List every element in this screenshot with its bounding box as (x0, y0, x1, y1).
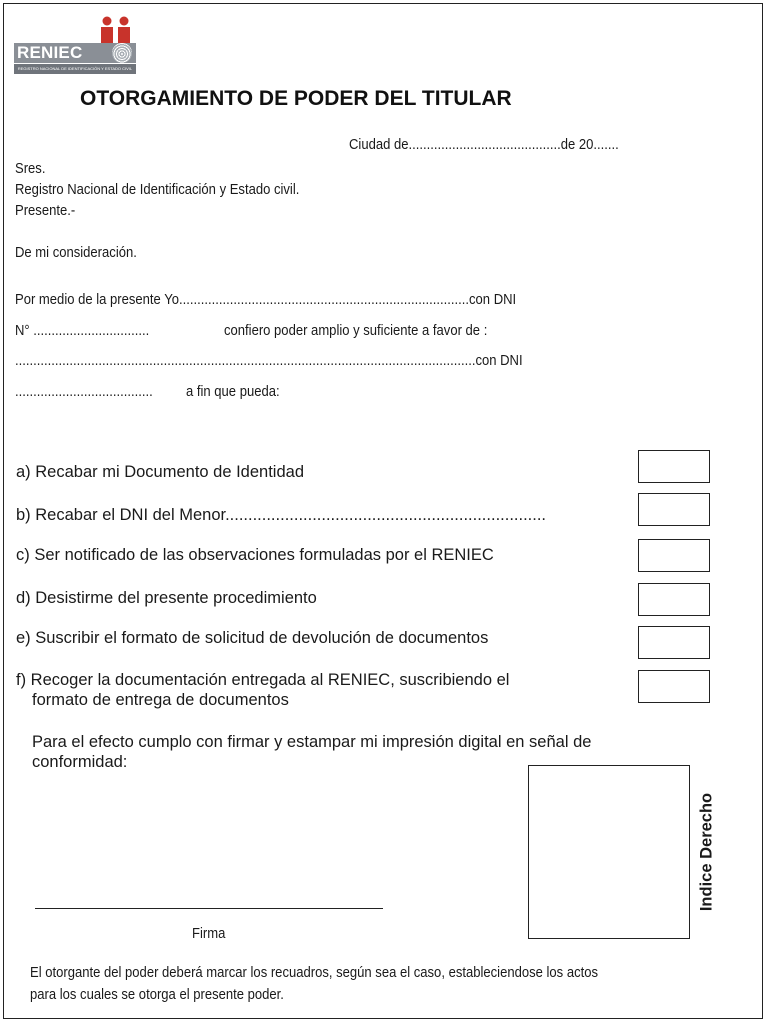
fingerprint-box[interactable] (528, 765, 690, 939)
recipient-line-2: Registro Nacional de Identificación y Estado civil. (15, 182, 300, 198)
body-line-2-text: confiero poder amplio y suficiente a favor de : (224, 323, 488, 339)
reniec-logo (14, 16, 136, 76)
option-c-checkbox[interactable] (638, 539, 710, 572)
date-line[interactable]: Ciudad de..........................................de 20....... (349, 137, 619, 153)
fingerprint-icon (112, 43, 132, 63)
logo-subtitle: REGISTRO NACIONAL DE IDENTIFICACIÓN Y ESTADO CIVIL (14, 64, 136, 74)
body-line-3[interactable]: ...............................................................................................................................con DNI (15, 353, 523, 369)
option-c-label: c) Ser notificado de las observaciones formuladas por el RENIEC (16, 546, 494, 564)
logo-brand-text: RENIEC (17, 43, 83, 62)
footer-line-1: El otorgante del poder deberá marcar los recuadros, según sea el caso, estableciendose los actos (30, 965, 599, 981)
document-title: OTORGAMIENTO DE PODER DEL TITULAR (80, 87, 512, 110)
option-a-checkbox[interactable] (638, 450, 710, 483)
body-line-4-text: a fin que pueda: (186, 384, 280, 400)
footer-line-2: para los cuales se otorga el presente poder. (30, 987, 284, 1003)
option-f-label-line-1: f) Recoger la documentación entregada al RENIEC, suscribiendo el (16, 671, 510, 689)
option-b-checkbox[interactable] (638, 493, 710, 526)
body-line-1[interactable]: Por medio de la presente Yo................................................................................con DNI (15, 292, 517, 308)
option-d-checkbox[interactable] (638, 583, 710, 616)
recipient-line-1: Sres. (15, 161, 46, 177)
body-line-2-dni-blank[interactable]: N° ................................ (15, 323, 150, 339)
option-f-checkbox[interactable] (638, 670, 710, 703)
option-f-label-line-2: formato de entrega de documentos (32, 691, 289, 709)
body-line-4-blank[interactable]: ...................................... (15, 384, 153, 400)
option-b-label: b) Recabar el DNI del Menor...................................................................... (16, 506, 546, 524)
signature-line[interactable] (35, 908, 383, 909)
recipient-line-3: Presente.- (15, 203, 76, 219)
option-e-checkbox[interactable] (638, 626, 710, 659)
conformity-line-2: conformidad: (32, 753, 128, 771)
greeting: De mi consideración. (15, 245, 137, 261)
option-e-label: e) Suscribir el formato de solicitud de devolución de documentos (16, 629, 489, 647)
option-a-label: a) Recabar mi Documento de Identidad (16, 463, 304, 481)
fingerprint-label: Indice Derecho (697, 792, 716, 912)
conformity-line-1: Para el efecto cumplo con firmar y estampar mi impresión digital en señal de (32, 733, 592, 751)
option-d-label: d) Desistirme del presente procedimiento (16, 589, 317, 607)
signature-label: Firma (192, 926, 226, 942)
